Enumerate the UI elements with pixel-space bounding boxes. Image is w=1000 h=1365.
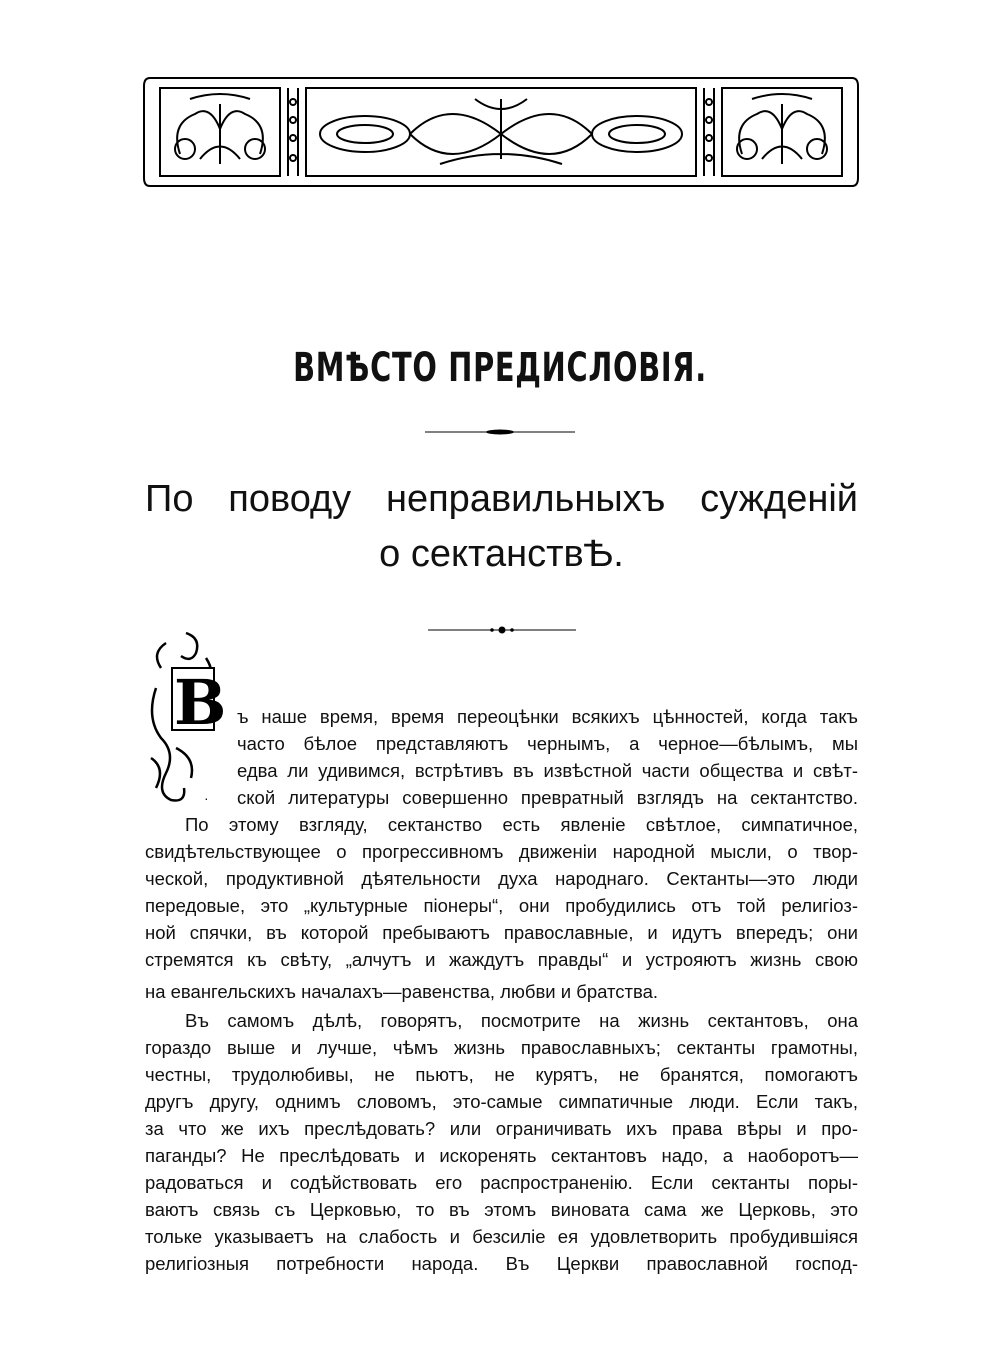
subtitle-line-1: По поводу неправильныхъ сужденій bbox=[145, 478, 858, 520]
text-line: другъ другу, однимъ словомъ, это-самые симпатичные люди. Если такъ, bbox=[145, 1091, 858, 1112]
stray-dot: · bbox=[204, 790, 209, 806]
divider-ornament bbox=[425, 426, 575, 438]
text-line: на евангельскихъ началахъ—равенства, любви и братства. bbox=[145, 981, 659, 1002]
text-line: ческой, продуктивной дѣятельности духа народнаго. Сектанты—это люди bbox=[145, 868, 858, 889]
text-line: едва ли удивимся, встрѣтивъ въ извѣстной части общества и свѣт- bbox=[237, 760, 858, 781]
text-line: ской литературы совершенно превратный взглядъ на сектантство. bbox=[237, 787, 858, 808]
text-line: радоваться и содѣйствовать его распространенію. Если сектанты поры- bbox=[145, 1172, 858, 1193]
text-line: паганды? Не преслѣдовать и искоренять сектантовъ надо, а наоборотъ— bbox=[145, 1145, 858, 1166]
chapter-heading: ВМѢСТО ПРЕДИСЛОВІЯ. bbox=[293, 345, 707, 391]
decorated-drop-cap bbox=[146, 628, 227, 808]
text-line: По этому взгляду, сектанство есть явленіе свѣтлое, симпатичное, bbox=[185, 814, 858, 835]
text-line: за что же ихъ преслѣдовать? или ограничивать ихъ права вѣры и про- bbox=[145, 1118, 858, 1139]
text-line: тольке указываетъ на слабость и безсиліе ея удовлетворить пробудившіяся bbox=[145, 1226, 858, 1247]
header-ornament bbox=[140, 74, 862, 190]
text-line: ваютъ связь съ Церковью, то въ этомъ виновата сама же Церковь, это bbox=[145, 1199, 858, 1220]
text-line: религіозныя потребности народа. Въ Церкви православной господ- bbox=[145, 1253, 858, 1274]
text-line: ъ наше время, время переоцѣнки всякихъ цѣнностей, когда такъ bbox=[237, 706, 858, 727]
text-line: передовые, это „культурные піонеры“, они пробудились отъ той религіоз- bbox=[145, 895, 858, 916]
text-line: свидѣтельствующее о прогрессивномъ движеніи народной мысли, о твор- bbox=[145, 841, 858, 862]
divider-ornament bbox=[428, 624, 576, 636]
drop-cap-letter: В bbox=[174, 666, 227, 739]
text-line: честны, трудолюбивы, не пьютъ, не курятъ, не бранятся, помогаютъ bbox=[145, 1064, 858, 1085]
text-line: ной спячки, въ которой пребываютъ православные, и идутъ впередъ; они bbox=[145, 922, 858, 943]
text-line: часто бѣлое представляютъ чернымъ, а черное—бѣлымъ, мы bbox=[237, 733, 858, 754]
text-line: стремятся къ свѣту, „алчутъ и жаждутъ правды“ и устрояютъ жизнь свою bbox=[145, 949, 858, 970]
subtitle-line-2: о сектанствѢ. bbox=[379, 533, 624, 575]
text-line: гораздо выше и лучше, чѣмъ жизнь православныхъ; сектанты грамотны, bbox=[145, 1037, 858, 1058]
text-line: Въ самомъ дѣлѣ, говорятъ, посмотрите на жизнь сектантовъ, она bbox=[185, 1010, 858, 1031]
